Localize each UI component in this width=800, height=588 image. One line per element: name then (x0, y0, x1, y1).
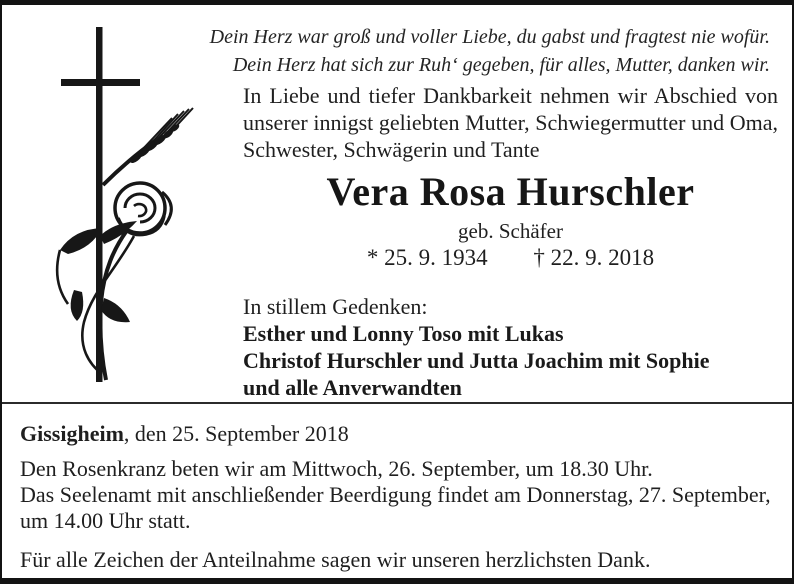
mourner-line-1: Esther und Lonny Toso mit Lukas (243, 321, 564, 346)
funeral-announcement: Das Seelenamt mit anschließender Beerdigung findet am Donnerstag, 27. September, um 14.00 Uhr statt. (20, 482, 771, 533)
rosary-announcement: Den Rosenkranz beten wir am Mittwoch, 26. September, um 18.30 Uhr. (20, 456, 653, 481)
epitaph-line-2: Dein Herz hat sich zur Ruh‘ gegeben, für alles, Mutter, danken wir. (232, 54, 770, 76)
section-divider (0, 402, 794, 404)
deceased-name: Vera Rosa Hurschler (326, 169, 695, 214)
maiden-name: geb. Schäfer (458, 219, 563, 243)
main-column (243, 82, 778, 401)
intro-line-3: Schwester, Schwägerin und Tante (243, 137, 540, 162)
bottom-column (20, 420, 788, 573)
rose-leaf-left (60, 228, 102, 254)
cross-horizontal-beam (61, 79, 140, 86)
dateline-place: Gissigheim (20, 421, 124, 446)
thanks-line: Für alle Zeichen der Anteilnahme sagen wir unseren herzlichsten Dank. (20, 547, 651, 572)
intro-line-1: In Liebe und tiefer Dankbarkeit nehmen wir Abschied von (243, 83, 778, 108)
service-announcements (20, 456, 788, 534)
wheat-grains (129, 123, 181, 165)
dateline (20, 420, 788, 448)
epitaph-line-1: Dein Herz war groß und voller Liebe, du gabst und fragtest nie wofür. (209, 26, 770, 48)
cross-rose-wheat-icon (44, 22, 194, 388)
intro-line-2: unserer innigst geliebten Mutter, Schwiegermutter und Oma, (243, 110, 778, 135)
remembrance-heading: In stillem Gedenken: (243, 294, 428, 319)
life-dates (243, 245, 778, 271)
dateline-date: , den 25. September 2018 (123, 421, 349, 446)
death-date: † 22. 9. 2018 (533, 245, 655, 270)
leaf-arc (57, 250, 68, 304)
rose-bud (71, 290, 84, 321)
birth-date: * 25. 9. 1934 (366, 245, 488, 270)
epitaph-verse (180, 23, 770, 79)
mourner-line-3: und alle Anverwandten (243, 375, 462, 400)
rose-leaf-lower (101, 298, 130, 322)
mourner-line-2: Christof Hurschler und Jutta Joachim mit Sophie (243, 348, 710, 373)
